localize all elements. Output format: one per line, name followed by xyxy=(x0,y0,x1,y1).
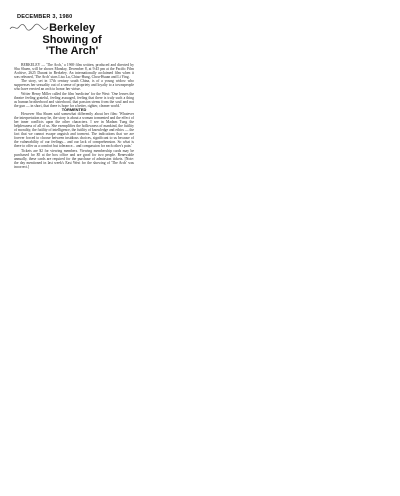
paragraph: BERKELEY — 'The Arch,' a 1969 film written, produced and directed by Shu Shuen, will be shown Monday, December 8, at 9:45 pm at the Pacific Film Archive, 2625 Durant in Berkeley. An internationally acclaimed film when it was released, 'The Arch' stars Lisa Lu, Chiao-Hung, Chou-Hsuan and Li Ying. xyxy=(14,63,134,80)
headline-line-2: Showing of xyxy=(42,33,102,46)
paragraph: Tickets are $2 for viewing members. Viewing membership cards may be purchased for $5 at the box office and are good for two people. Renewable annually, these cards are required for the purchase of admission tickets. [Note: the day mentioned in last week's East West for the showing of 'The Arch' was incorrect.] xyxy=(14,148,134,169)
headline-line-1: Berkeley xyxy=(49,22,95,34)
paragraph: The story, set in 17th century south China, is of a young widow who suppresses her sexuality out of a sense of propriety and loyalty to a townspeople who have erected an arch to honor her virtue. xyxy=(14,79,134,92)
paragraph: However Shu Shuen said somewhat differently about her film: 'Whatever the interpretation may be, the story is about a woman tormented and the effect of her inner conflicts upon the other characters. I see in Madam Tung the helplessness of all of us. She exemplifies the hollowness of mankind, the futility of morality, the futility of intelligence, the futility of knowledge and ethics — the fact that we cannot escape anguish and torment. The indications that we are forever forced to choose between insidious choices, significant to us because of the vulnerability of our feelings... and our lack of comprehension. So what is there to offer as a comfort but tolerance... and compassion for each other's pain.' xyxy=(14,112,134,149)
headline xyxy=(5,23,139,58)
headline-line-3: 'The Arch' xyxy=(45,45,99,57)
article-body xyxy=(14,63,134,169)
dateline: DECEMBER 3, 1980 xyxy=(17,14,73,20)
subhead: TORMENTED xyxy=(61,106,87,112)
paragraph: Writer Henry Miller called the film 'medicine' for the West: 'One leaves the theatre feeling grateful, feeling assuaged, feeling that there is truly such a thing as human brotherhood and sisterhood, that passion stems from the soul and not the gun — in short, that there is hope for a better, righter, cleaner world.' xyxy=(14,91,134,108)
news-clipping xyxy=(5,14,139,344)
